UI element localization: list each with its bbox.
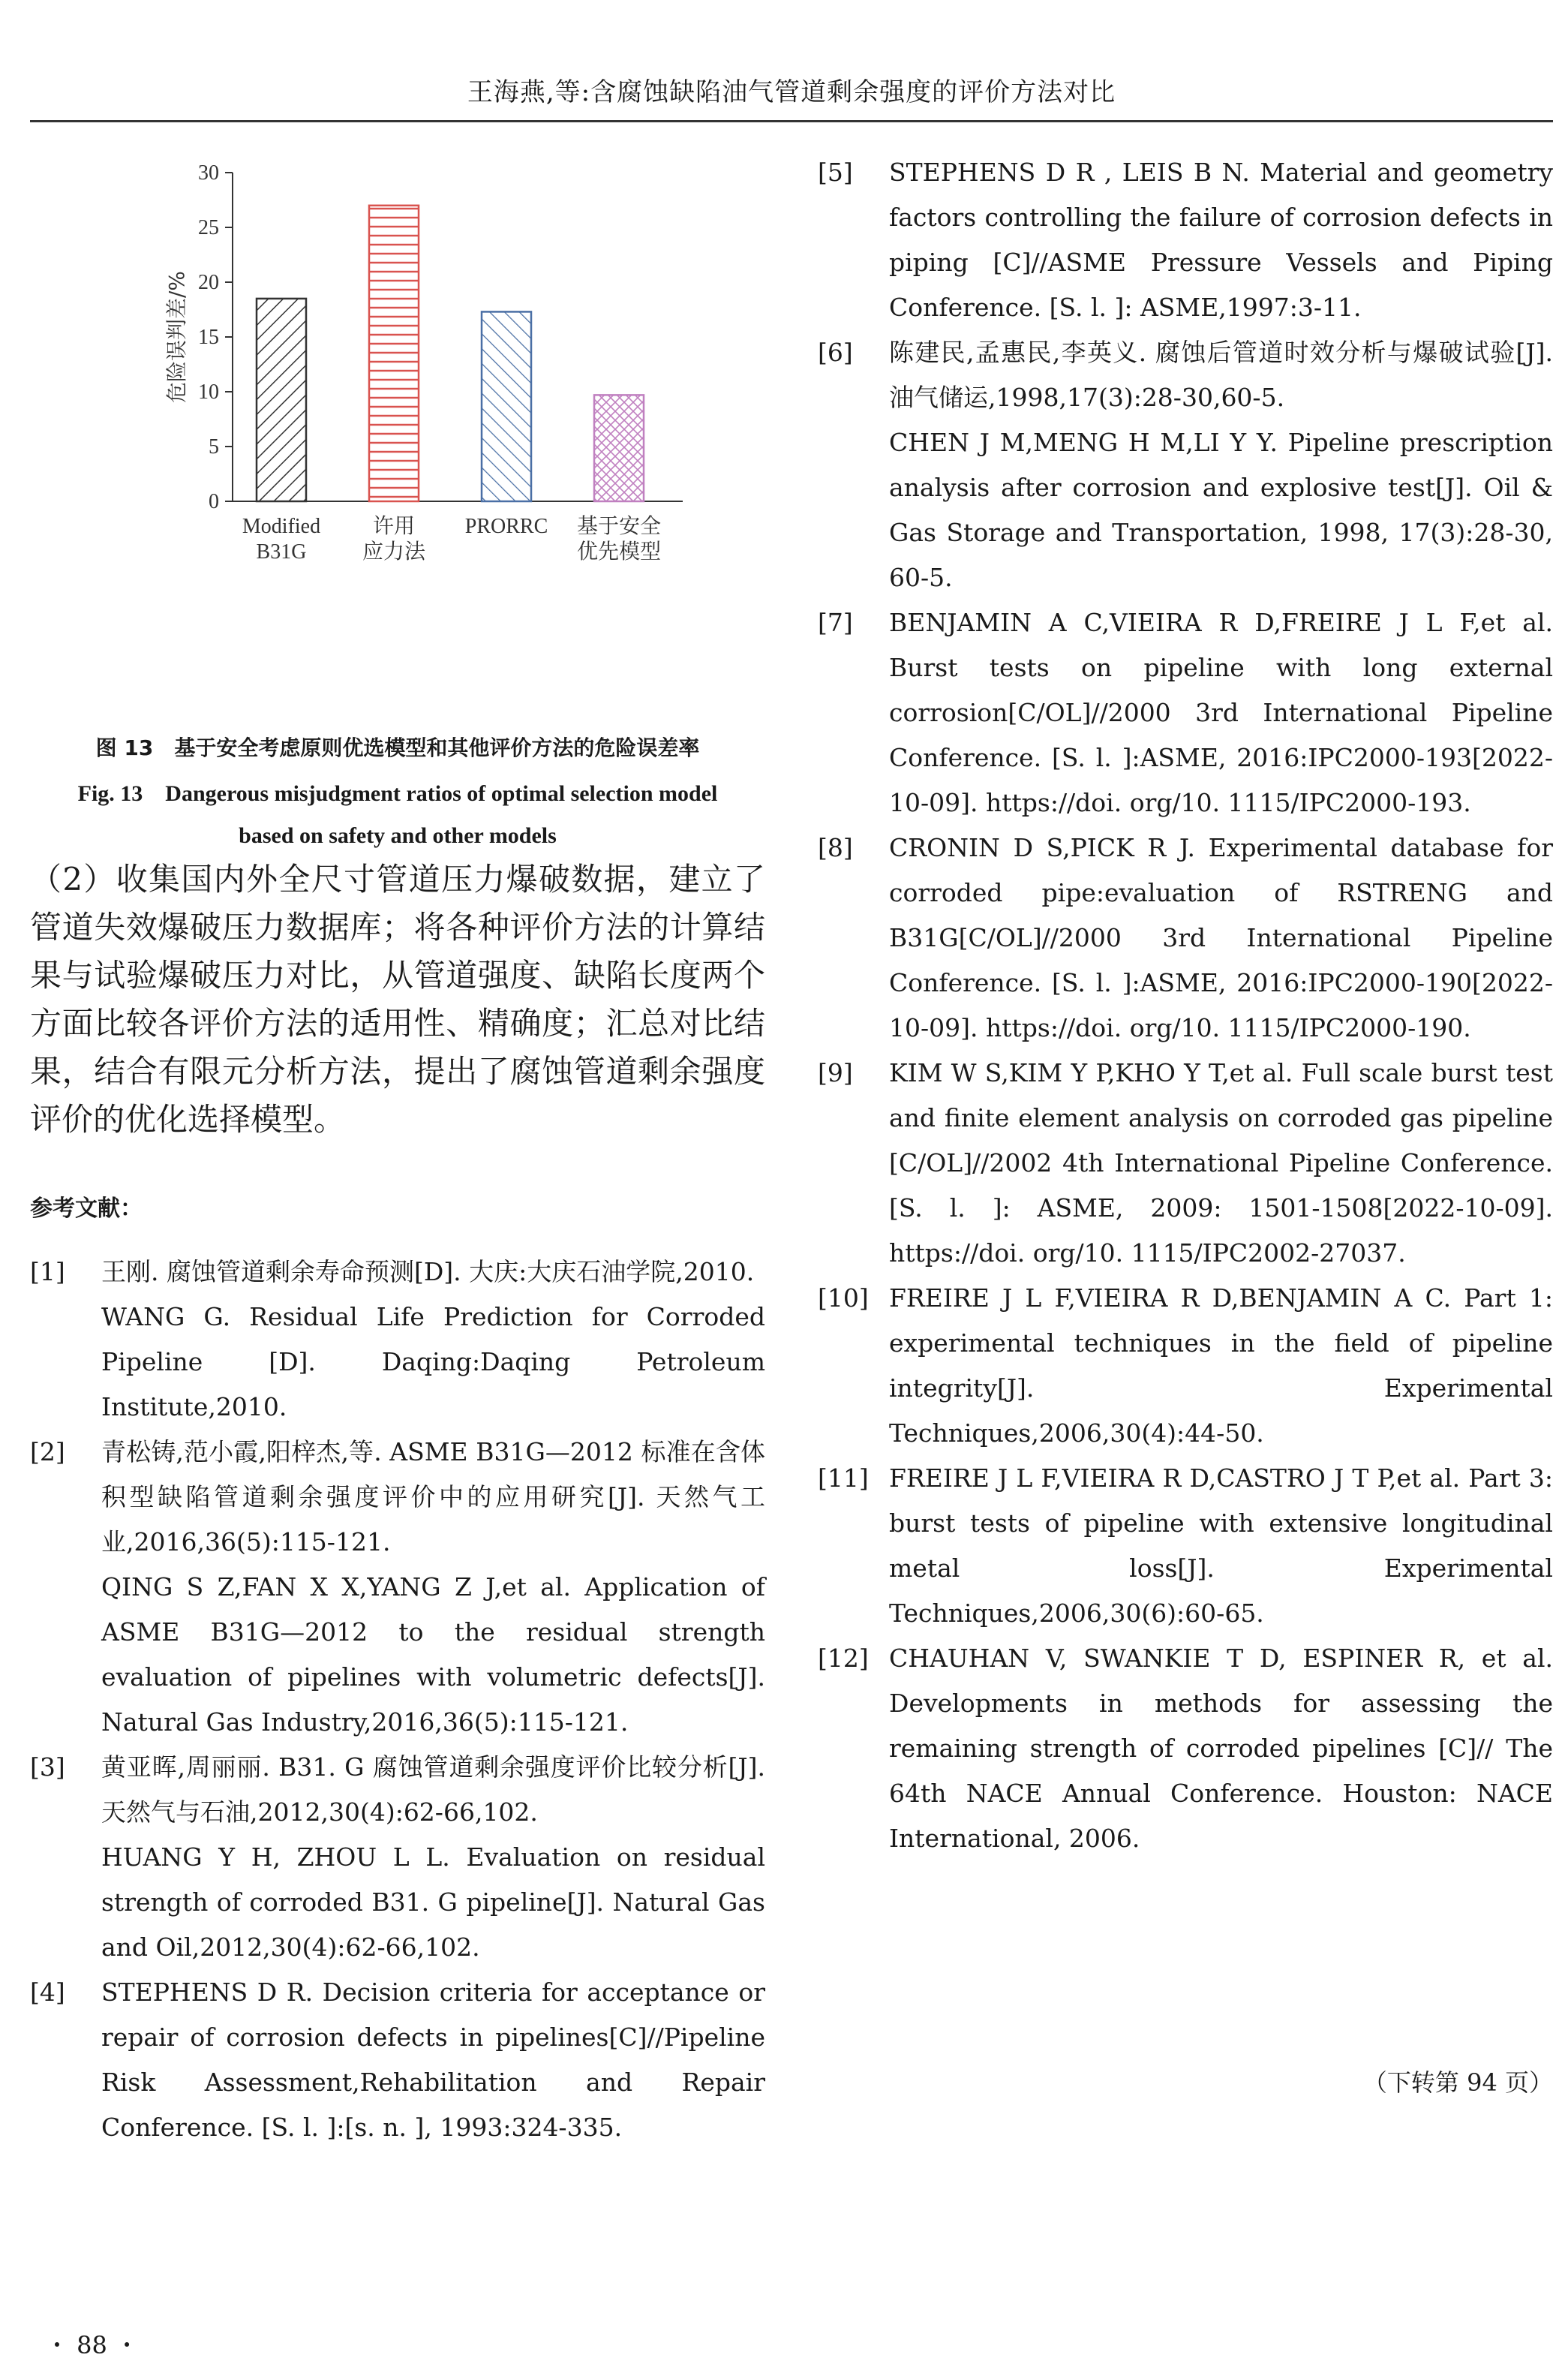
reference-number: [8] <box>818 833 853 862</box>
reference-item <box>818 600 1553 826</box>
continued-note: （下转第 94 页） <box>1362 2068 1553 2097</box>
reference-text-en: STEPHENS D R. Decision criteria for acceptance or repair of corrosion defects in pipelines[C]//Pipeline Risk Assessment,Rehabilitation and Repair Conference. [S. l. ]:[s. n. ], 1993:324-335. <box>101 1977 765 2142</box>
reference-number: [6] <box>818 338 853 367</box>
figure-caption-cn: 图 13 基于安全考虑原则优选模型和其他评价方法的危险误差率 <box>95 735 700 760</box>
x-tick-label: 应力法 <box>362 540 426 564</box>
reference-number: [7] <box>818 608 853 637</box>
reference-number: [10] <box>818 1283 869 1313</box>
reference-number: [9] <box>818 1058 853 1087</box>
figure-caption-en-line1: Fig. 13 Dangerous misjudgment ratios of optimal selection model <box>77 781 718 806</box>
reference-number: [2] <box>30 1437 65 1466</box>
reference-number: [11] <box>818 1463 869 1493</box>
reference-number: [1] <box>30 1257 65 1286</box>
y-tick-label: 5 <box>209 435 219 459</box>
reference-item <box>30 1430 765 1745</box>
x-tick-label: 许用 <box>372 515 416 538</box>
reference-number: [12] <box>818 1644 869 1673</box>
reference-text-en: QING S Z,FAN X X,YANG Z J,et al. Application of ASME B31G—2012 to the residual strength evaluation of pipelines with volumetric defects[J]. Natural Gas Industry,2016,36(5):115-121. <box>101 1572 765 1737</box>
reference-item <box>818 826 1553 1051</box>
references-right <box>818 150 1553 1861</box>
y-tick-label: 15 <box>198 326 219 349</box>
figure-caption-en <box>30 773 765 857</box>
bar <box>594 395 644 501</box>
reference-text-en: CHEN J M,MENG H M,LI Y Y. Pipeline prescription analysis after corrosion and explosive test[J]. Oil & Gas Storage and Transportation, 1998, 17(3):28-30, 60-5. <box>889 428 1553 592</box>
page-number: ・ 88 ・ <box>45 2331 140 2359</box>
figure-caption-en-line2: based on safety and other models <box>239 823 557 848</box>
reference-text-en: WANG G. Residual Life Prediction for Corroded Pipeline [D]. Daqing:Daqing Petroleum Institute,2010. <box>101 1302 765 1421</box>
reference-number: [5] <box>818 158 853 187</box>
y-axis-label: 危险误判差/% <box>164 270 189 404</box>
conclusion-paragraph: （2）收集国内外全尺寸管道压力爆破数据，建立了管道失效爆破压力数据库；将各种评价方法的计算结果与试验爆破压力对比，从管道强度、缺陷长度两个方面比较各评价方法的适用性、精确度；汇总对比结果，结合有限元分析方法，提出了腐蚀管道剩余强度评价的优化选择模型。 <box>30 861 765 1138</box>
references-heading: 参考文献： <box>30 1196 143 1222</box>
x-tick-label: B31G <box>256 540 307 564</box>
reference-item <box>30 1745 765 1970</box>
reference-item <box>818 1456 1553 1636</box>
bar-chart <box>30 150 765 705</box>
reference-text-cn: 王刚. 腐蚀管道剩余寿命预测[D]. 大庆:大庆石油学院,2010. <box>101 1257 755 1286</box>
reference-text-cn: 陈建民,孟惠民,李英义. 腐蚀后管道时效分析与爆破试验[J]. 油气储运,1998,17(3):28-30,60-5. <box>889 338 1553 412</box>
x-tick-label: 基于安全 <box>576 515 662 538</box>
bar <box>257 299 306 501</box>
reference-text-en: KIM W S,KIM Y P,KHO Y T,et al. Full scale burst test and finite element analysis on corroded gas pipeline [C/OL]//2002 4th International Pipeline Conference. [S. l. ]: ASME, 2009: 1501-1508[2022-10-09]. https://doi. org/10. 1115/IPC2002-27037. <box>889 1058 1553 1268</box>
reference-text-en: HUANG Y H, ZHOU L L. Evaluation on residual strength of corroded B31. G pipeline[J]. Natural Gas and Oil,2012,30(4):62-66,102. <box>101 1842 765 1962</box>
reference-text-en: FREIRE J L F,VIEIRA R D,BENJAMIN A C. Part 1: experimental techniques in the field of pipeline integrity[J]. Experimental Techniques,2006,30(4):44-50. <box>889 1283 1553 1448</box>
bars <box>257 206 644 501</box>
reference-item <box>818 330 1553 600</box>
y-tick-label: 30 <box>198 161 219 185</box>
y-tick-label: 0 <box>209 490 219 513</box>
bar <box>482 311 531 501</box>
reference-text-en: STEPHENS D R , LEIS B N. Material and geometry factors controlling the failure of corrosion defects in piping [C]//ASME Pressure Vessels and Piping Conference. [S. l. ]: ASME,1997:3-11. <box>889 158 1553 322</box>
reference-number: [4] <box>30 1977 65 2007</box>
y-tick-label: 20 <box>198 271 219 294</box>
x-tick-label: Modified <box>242 515 321 538</box>
y-tick-label: 25 <box>198 216 219 239</box>
reference-text-en: FREIRE J L F,VIEIRA R D,CASTRO J T P,et al. Part 3: burst tests of pipeline with extensive longitudinal metal loss[J]. Experimental Techniques,2006,30(6):60-65. <box>889 1463 1553 1628</box>
y-tick-label: 10 <box>198 380 219 404</box>
references-left <box>30 1250 765 2150</box>
page-header <box>30 0 1553 122</box>
reference-text-en: CRONIN D S,PICK R J. Experimental database for corroded pipe:evaluation of RSTRENG and B31G[C/OL]//2000 3rd International Pipeline Conference. [S. l. ]:ASME, 2016:IPC2000-190[2022-10-09]. https://doi. org/10. 1115/IPC2000-190. <box>889 833 1553 1042</box>
x-tick-label: PRORRC <box>464 515 548 538</box>
reference-text-en: CHAUHAN V, SWANKIE T D, ESPINER R, et al. Developments in methods for assessing the remaining strength of corroded pipelines [C]// The 64th NACE Annual Conference. Houston: NACE International, 2006. <box>889 1644 1553 1853</box>
bar <box>369 206 419 501</box>
reference-item <box>30 1250 765 1430</box>
reference-text-cn: 青松铸,范小霞,阳梓杰,等. ASME B31G—2012 标准在含体积型缺陷管道剩余强度评价中的应用研究[J]. 天然气工业,2016,36(5):115-121. <box>101 1437 765 1556</box>
reference-item <box>30 1970 765 2150</box>
x-tick-label: 优先模型 <box>576 540 662 564</box>
figure-13 <box>30 150 765 705</box>
running-title: 王海燕,等:含腐蚀缺陷油气管道剩余强度的评价方法对比 <box>467 77 1116 107</box>
reference-item <box>818 150 1553 330</box>
reference-item <box>818 1051 1553 1276</box>
x-tick-labels <box>242 514 661 564</box>
reference-item <box>818 1636 1553 1861</box>
reference-number: [3] <box>30 1752 65 1782</box>
reference-text-cn: 黄亚晖,周丽丽. B31. G 腐蚀管道剩余强度评价比较分析[J]. 天然气与石油,2012,30(4):62-66,102. <box>101 1752 765 1827</box>
reference-item <box>818 1276 1553 1456</box>
reference-text-en: BENJAMIN A C,VIEIRA R D,FREIRE J L F,et al. Burst tests on pipeline with long external corrosion[C/OL]//2000 3rd International Pipeline Conference. [S. l. ]:ASME, 2016:IPC2000-193[2022-10-09]. https://doi. org/10. 1115/IPC2000-193. <box>889 608 1553 817</box>
